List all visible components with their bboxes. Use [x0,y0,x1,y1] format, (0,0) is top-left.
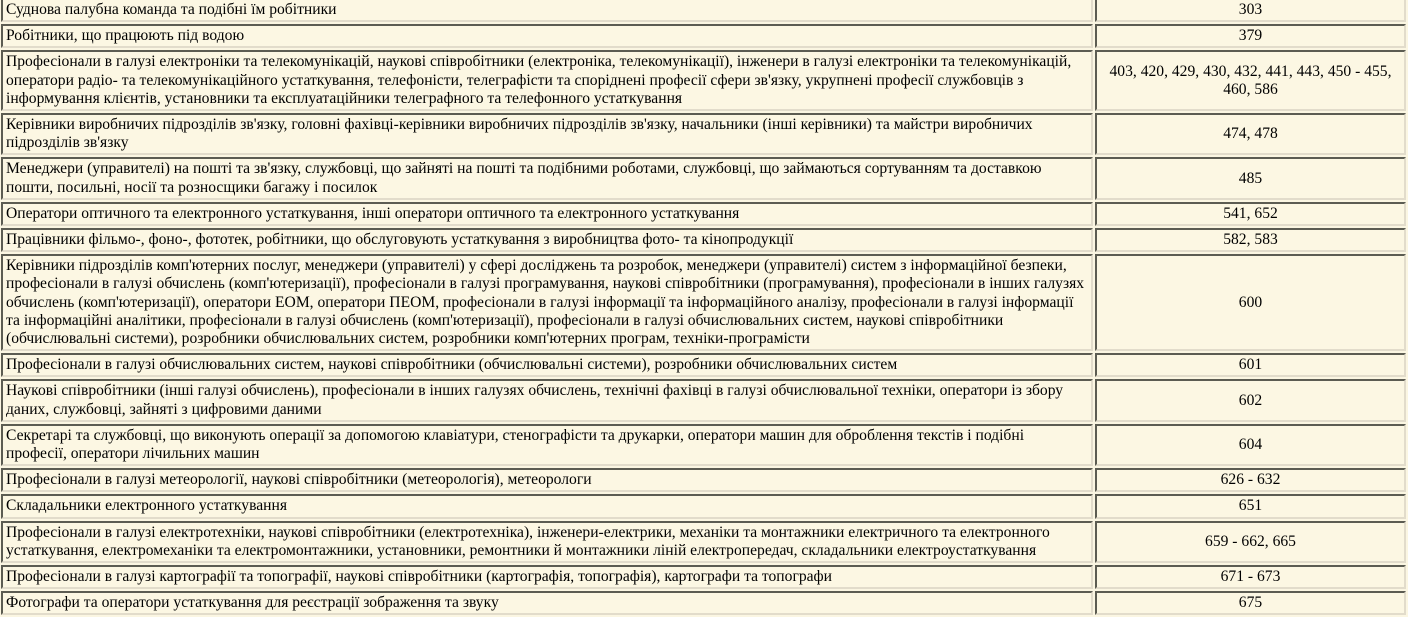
profession-codes-cell: 403, 420, 429, 430, 432, 441, 443, 450 - 455, 460, 586 [1095,50,1406,111]
table-row [1,591,1406,615]
profession-description-cell: Секретарі та службовці, що виконують операції за допомогою клавіатури, стенографісти та друкарки, оператори машин для оброблення текстів і подібні професії, оператори лічильних машин [1,424,1093,466]
table-row [1,521,1406,563]
profession-description-cell: Керівники виробничих підрозділів зв'язку, головні фахівці-керівники виробничих підрозділів зв'язку, начальники (інші керівники) та майстри виробничих підрозділів зв'язку [1,113,1093,155]
table-row [1,379,1406,421]
profession-description-cell: Професіонали в галузі метеорології, наукові співробітники (метеорологія), метеорологи [1,468,1093,492]
profession-codes-cell: 600 [1095,254,1406,351]
profession-codes-cell: 602 [1095,379,1406,421]
profession-codes-cell: 626 - 632 [1095,468,1406,492]
table-row [1,157,1406,199]
table-row [1,494,1406,518]
table-row [1,424,1406,466]
profession-codes-cell: 485 [1095,157,1406,199]
profession-codes-cell: 604 [1095,424,1406,466]
profession-codes-cell: 675 [1095,591,1406,615]
profession-description-cell: Професіонали в галузі обчислювальних систем, наукові співробітники (обчислювальні системи), розробники обчислювальних систем [1,353,1093,377]
profession-description-cell: Професіонали в галузі картографії та топографії, наукові співробітники (картографія, топографія), картографи та топографи [1,565,1093,589]
profession-codes-cell: 671 - 673 [1095,565,1406,589]
table-row [1,228,1406,252]
profession-description-cell: Професіонали в галузі електроніки та телекомунікацій, наукові співробітники (електроніка, телекомунікації), інженери в галузі електроніки та телекомунікацій, оператори радіо- та телекомунікаційного устаткування, телефоністи, телеграфісти та споріднені професії сфери зв'язку, укрупнені професії службовців з інформування клієнтів, установники та експлуатаційники телеграфного та телефонного устаткування [1,50,1093,111]
table-row [1,24,1406,48]
profession-description-cell: Робітники, що працюють під водою [1,24,1093,48]
table-row [1,565,1406,589]
profession-description-cell: Професіонали в галузі електротехніки, наукові співробітники (електротехніка), інженери-електрики, механіки та монтажники електричного та електронного устаткування, електромеханіки та електромонтажники, установники, ремонтники й монтажники ліній електропередач, складальники електроустаткування [1,521,1093,563]
table-row [1,50,1406,111]
table-row [1,353,1406,377]
profession-codes-cell: 474, 478 [1095,113,1406,155]
profession-codes-cell: 601 [1095,353,1406,377]
profession-codes-cell: 379 [1095,24,1406,48]
profession-codes-cell: 659 - 662, 665 [1095,521,1406,563]
table-row [1,0,1406,22]
profession-description-cell: Наукові співробітники (інші галузі обчислень), професіонали в інших галузях обчислень, технічні фахівці в галузі обчислювальної техніки, оператори із збору даних, службовці, зайняті з цифровими даними [1,379,1093,421]
profession-codes-cell: 541, 652 [1095,202,1406,226]
table-row [1,254,1406,351]
profession-description-cell: Фотографи та оператори устаткування для реєстрації зображення та звуку [1,591,1093,615]
profession-description-cell: Суднова палубна команда та подібні їм робітники [1,0,1093,22]
profession-codes-cell: 582, 583 [1095,228,1406,252]
profession-codes-cell: 651 [1095,494,1406,518]
table-row [1,113,1406,155]
profession-description-cell: Працівники фільмо-, фоно-, фототек, робітники, що обслуговують устаткування з виробництва фото- та кінопродукції [1,228,1093,252]
table-row [1,202,1406,226]
profession-description-cell: Складальники електронного устаткування [1,494,1093,518]
profession-description-cell: Оператори оптичного та електронного устаткування, інші оператори оптичного та електронного устаткування [1,202,1093,226]
profession-description-cell: Менеджери (управителі) на пошті та зв'язку, службовці, що зайняті на пошті та подібними роботами, службовці, що займаються сортуванням та доставкою пошти, посильні, носії та розносщики багажу і посилок [1,157,1093,199]
profession-codes-cell: 303 [1095,0,1406,22]
table-row [1,468,1406,492]
profession-description-cell: Керівники підрозділів комп'ютерних послуг, менеджери (управителі) у сфері досліджень та розробок, менеджери (управителі) систем з інформаційної безпеки, професіонали в галузі обчислень (комп'ютеризації), професіонали в галузі програмування, наукові співробітники (програмування), професіонали в інших галузях обчислень (комп'ютеризації), оператори ЕОМ, оператори ПЕОМ, професіонали в галузі інформації та інформаційного аналізу, професіонали в галузі інформації та інформаційні аналітики, професіонали в галузі обчислень (комп'ютеризації), професіонали в галузі обчислювальних систем, наукові співробітники (обчислювальні системи), розробники обчислювальних систем, розробники комп'ютерних програм, техніки-програмісти [1,254,1093,351]
